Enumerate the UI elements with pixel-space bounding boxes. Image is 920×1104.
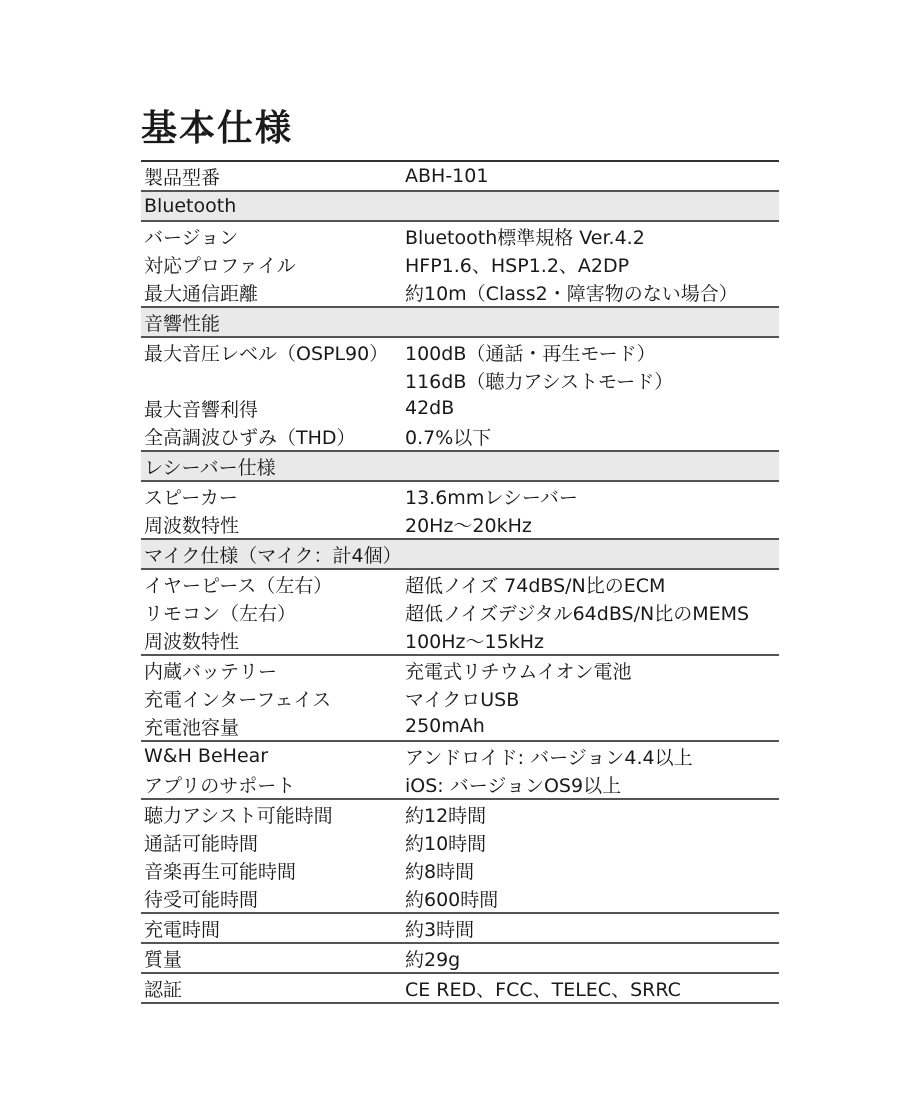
spec-group [141,656,779,742]
spec-group [141,162,779,192]
spec-row [141,422,779,450]
spec-value: マイクロUSB [405,688,520,711]
spec-value: ABH-101 [405,165,489,187]
spec-value: 116dB（聴力アシストモード） [405,370,674,393]
spec-value: 充電式リチウムイオン電池 [405,660,632,683]
spec-label: バージョン [144,226,239,249]
spec-group [141,914,779,944]
spec-group [141,482,779,540]
spec-row [141,884,779,912]
spec-row [141,800,779,828]
spec-label: 対応プロファイル [144,254,296,277]
spec-label: リモコン（左右） [144,602,297,625]
spec-label: 製品型番 [144,166,221,189]
spec-row [141,570,779,598]
spec-label: 最大通信距離 [144,282,259,305]
spec-row [141,540,779,568]
spec-value: 250mAh [405,715,485,737]
spec-row [141,856,779,884]
spec-row [141,914,779,942]
spec-row [141,452,779,480]
spec-row [141,684,779,712]
spec-row [141,482,779,510]
spec-label: 通話可能時間 [144,832,259,855]
spec-value: 約12時間 [405,804,487,827]
spec-label: 充電池容量 [144,716,240,739]
section-title: Bluetooth [144,195,237,217]
spec-value: 13.6mmレシーバー [405,486,578,509]
spec-value: 20Hz～20kHz [405,514,532,537]
spec-value: 42dB [405,397,455,419]
spec-row [141,712,779,740]
spec-row [141,394,779,422]
spec-value: 約600時間 [405,888,499,911]
spec-row [141,944,779,972]
spec-label: イヤーピース（左右） [144,574,333,597]
section-title: 音響性能 [144,312,221,335]
spec-label: アプリのサポート [144,774,296,797]
section-title: レシーバー仕様 [144,456,276,479]
spec-value: 超低ノイズ 74dBS/N比のECM [405,574,666,597]
spec-row [141,742,779,770]
spec-label: 充電時間 [144,918,221,941]
spec-label: 聴力アシスト可能時間 [144,804,333,827]
spec-label: 最大音響利得 [144,398,259,421]
spec-row [141,192,779,220]
spec-group [141,222,779,308]
spec-value: アンドロイド: バージョン4.4以上 [405,746,693,769]
spec-row [141,770,779,798]
spec-row [141,510,779,538]
section-title: マイク仕様（マイク：計4個） [144,544,402,567]
spec-row [141,598,779,626]
spec-label: 認証 [144,978,183,1001]
spec-label: 全高調波ひずみ（THD） [144,426,356,449]
spec-value: CE RED、FCC、TELEC、SRRC [405,978,681,1001]
spec-label: 音楽再生可能時間 [144,860,297,883]
spec-group [141,338,779,452]
spec-row [141,656,779,684]
spec-group [141,944,779,974]
spec-row [141,222,779,250]
spec-value: 100dB（通話・再生モード） [405,342,656,365]
spec-value: 約10m（Class2・障害物のない場合） [405,282,738,305]
spec-row [141,162,779,190]
spec-value: Bluetooth標準規格 Ver.4.2 [405,226,645,249]
spec-row [141,278,779,306]
spec-row [141,366,779,394]
spec-group [141,800,779,914]
spec-label: 待受可能時間 [144,888,259,911]
spec-label: スピーカー [144,486,238,509]
spec-group [141,570,779,656]
spec-row [141,974,779,1002]
spec-value: 0.7%以下 [405,426,492,449]
section-header [141,452,779,482]
spec-value: 100Hz～15kHz [405,630,544,653]
spec-value: 約8時間 [405,860,475,883]
spec-label: 周波数特性 [144,514,240,537]
spec-value: 約10時間 [405,832,487,855]
spec-value: HFP1.6、HSP1.2、A2DP [405,254,630,277]
spec-value: iOS: バージョンOS9以上 [405,774,622,797]
spec-label: 質量 [144,948,183,971]
section-header [141,308,779,338]
spec-row [141,250,779,278]
spec-row [141,626,779,654]
spec-group [141,742,779,800]
spec-value: 約3時間 [405,918,475,941]
spec-label: 周波数特性 [144,630,240,653]
spec-table [141,160,779,1004]
section-header [141,192,779,222]
spec-label: 充電インターフェイス [144,688,332,711]
spec-label: 内蔵バッテリー [144,660,278,683]
spec-group [141,974,779,1004]
spec-row [141,338,779,366]
page-title: 基本仕様 [141,108,294,149]
section-header [141,540,779,570]
spec-row [141,828,779,856]
spec-label: W&H BeHear [144,745,269,767]
spec-label: 最大音圧レベル（OSPL90） [144,342,389,365]
spec-value: 約29g [405,948,461,971]
spec-value: 超低ノイズデジタル64dBS/N比のMEMS [405,602,750,625]
spec-row [141,308,779,336]
